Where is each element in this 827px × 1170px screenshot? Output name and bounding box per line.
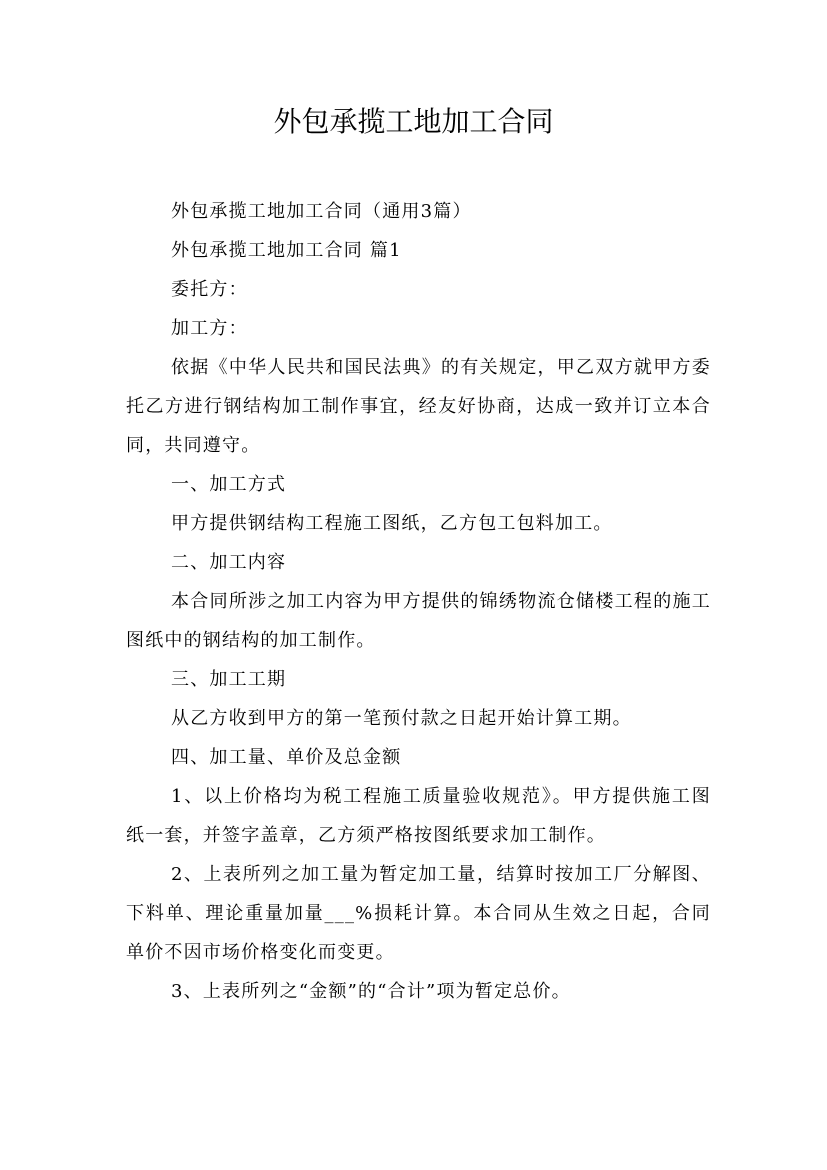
- clause-heading-content: 二、加工内容: [171, 552, 287, 573]
- subtitle-paragraph: 外包承揽工地加工合同（通用3篇）: [171, 201, 472, 222]
- preamble-paragraph: 依据《中华人民共和国民法典》的有关规定，甲乙双方就甲方委托乙方进行钢结构加工制作事宜，经友好协商，达成一致并订立本合同，共同遵守。: [126, 357, 711, 456]
- clause-heading-quantity-price: 四、加工量、单价及总金额: [171, 747, 402, 768]
- clause-text-method: 甲方提供钢结构工程施工图纸，乙方包工包料加工。: [171, 513, 613, 534]
- client-party-line: 委托方：: [171, 279, 248, 300]
- clause-text-period: 从乙方收到甲方的第一笔预付款之日起开始计算工期。: [171, 708, 632, 729]
- document-body: [126, 192, 711, 1011]
- clause-text-content: 本合同所涉之加工内容为甲方提供的锦绣物流仓储楼工程的施工图纸中的钢结构的加工制作。: [126, 591, 711, 651]
- clause-heading-period: 三、加工工期: [171, 669, 287, 690]
- processor-party-line: 加工方：: [171, 318, 248, 339]
- clause-item-2: 2、上表所列之加工量为暂定加工量，结算时按加工厂分解图、下料单、理论重量加量___%损耗计算。本合同从生效之日起，合同单价不因市场价格变化而变更。: [126, 864, 711, 963]
- section-heading-part1: 外包承揽工地加工合同 篇1: [171, 240, 402, 261]
- document-title: 外包承揽工地加工合同: [273, 105, 554, 138]
- clause-item-3: 3、上表所列之“金额”的“合计”项为暂定总价。: [171, 981, 571, 1002]
- clause-heading-method: 一、加工方式: [171, 474, 287, 495]
- clause-item-1: 1、以上价格均为税工程施工质量验收规范》。甲方提供施工图纸一套，并签字盖章，乙方须严格按图纸要求加工制作。: [126, 786, 711, 846]
